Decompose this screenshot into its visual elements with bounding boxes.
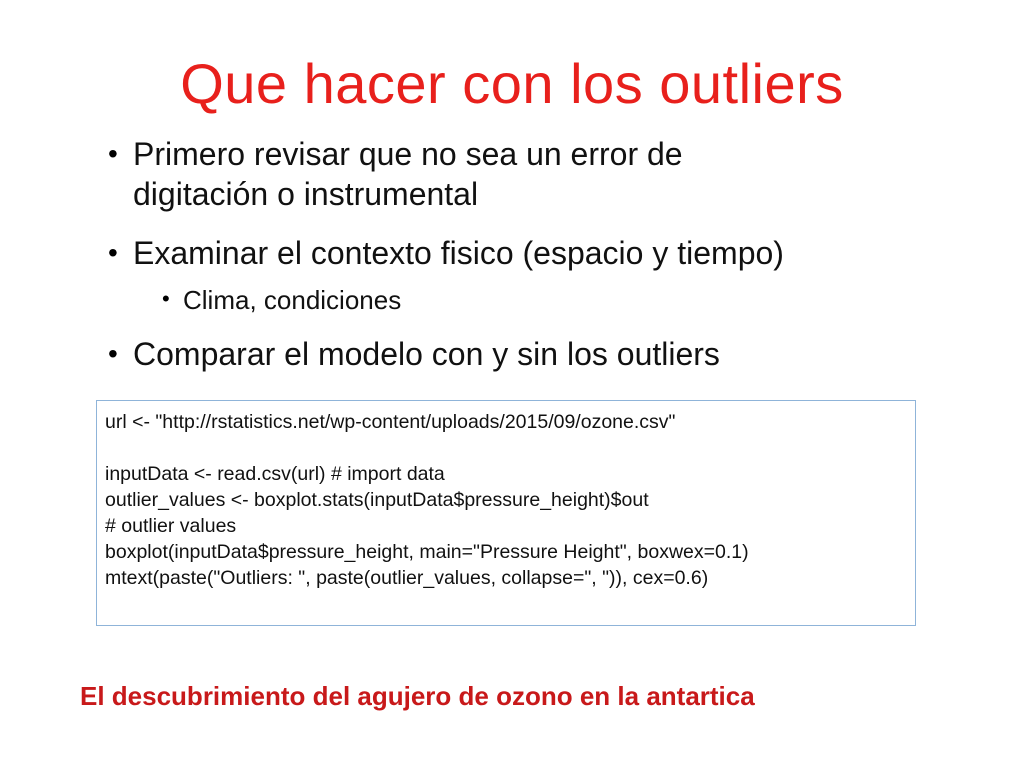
bullet-item (133, 334, 933, 374)
code-block (96, 400, 916, 626)
slide-title: Que hacer con los outliers (180, 52, 844, 115)
bullet-item (133, 233, 933, 273)
code-line: url <- "http://rstatistics.net/wp-content/uploads/2015/09/ozone.csv" (105, 411, 676, 433)
bullet-line: Clima, condiciones (183, 285, 402, 315)
code-line: outlier_values <- boxplot.stats(inputData$pressure_height)$out (105, 489, 649, 511)
bullet-line: Comparar el modelo con y sin los outliers (133, 336, 720, 372)
bullet-line: Examinar el contexto fisico (espacio y tiempo) (133, 235, 784, 271)
code-line: boxplot(inputData$pressure_height, main="Pressure Height", boxwex=0.1) (105, 541, 749, 563)
bullet-line: Primero revisar que no sea un error de (133, 136, 683, 172)
bullet-marker: • (108, 138, 118, 169)
sub-bullet-item (183, 284, 683, 316)
code-line (105, 435, 915, 461)
sub-bullet-marker: • (162, 286, 170, 311)
bullet-item (133, 134, 833, 214)
code-line: inputData <- read.csv(url) # import data (105, 463, 445, 485)
footer-note: El descubrimiento del agujero de ozono en la antartica (80, 681, 755, 711)
bullet-marker: • (108, 237, 118, 268)
code-line: # outlier values (105, 515, 237, 537)
bullet-marker: • (108, 338, 118, 369)
code-line: mtext(paste("Outliers: ", paste(outlier_values, collapse=", ")), cex=0.6) (105, 567, 709, 589)
bullet-line: digitación o instrumental (133, 176, 479, 212)
